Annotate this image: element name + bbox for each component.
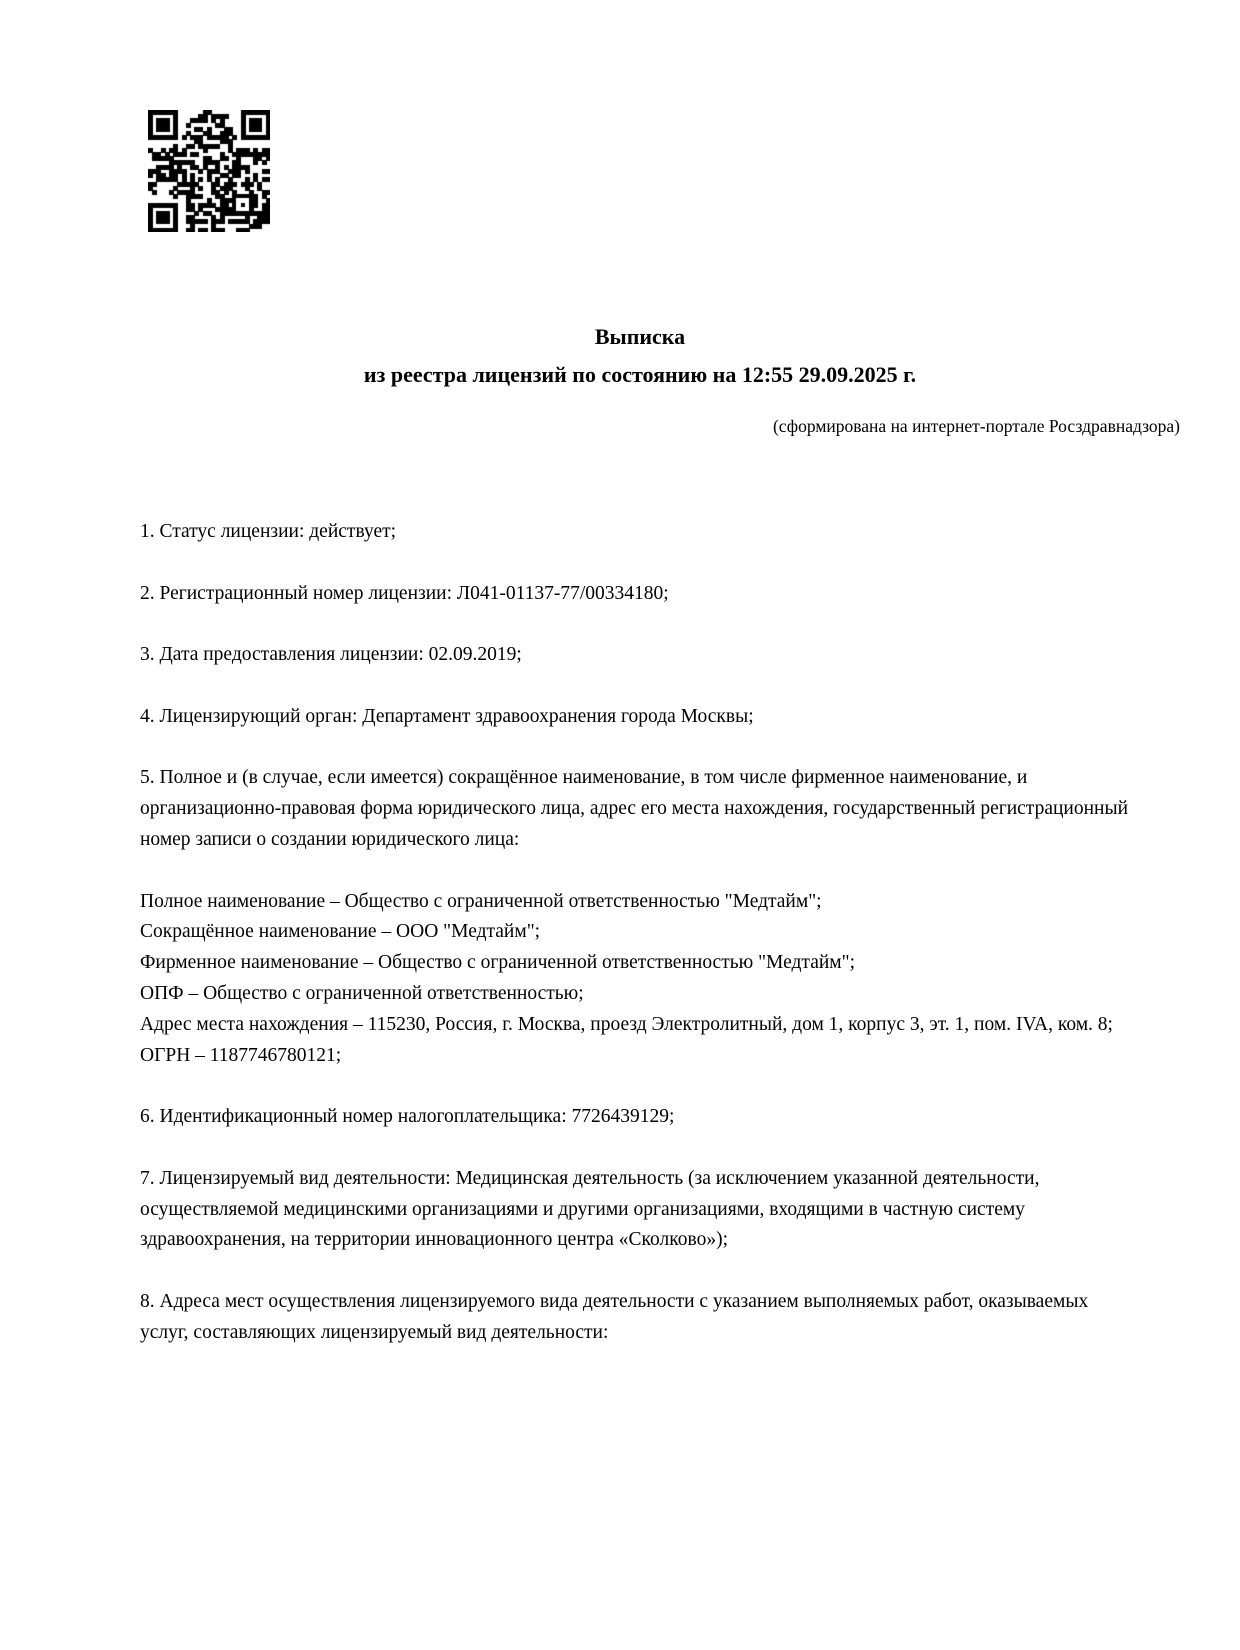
paragraph-line: 6. Идентификационный номер налогоплательщика: 7726439129; — [140, 1106, 675, 1128]
item-3-grant-date — [140, 640, 1140, 671]
paragraph-line: ОПФ – Общество с ограниченной ответственностью; — [140, 982, 584, 1004]
item-1-license-status — [140, 517, 1140, 548]
paragraph-line: Полное наименование – Общество с ограниченной ответственностью "Медтайм"; — [140, 890, 822, 912]
document-title — [140, 318, 1140, 394]
item-8-activity-addresses — [140, 1287, 1140, 1349]
document-subtitle: (сформирована на интернет-портале Росздравнадзора) — [772, 416, 1180, 436]
title-line-1: Выписка — [594, 324, 686, 349]
item-4-licensing-authority — [140, 702, 1140, 733]
document-body — [140, 517, 1140, 1349]
paragraph-line: 1. Статус лицензии: действует; — [140, 521, 397, 542]
paragraph-line: 5. Полное и (в случае, если имеется) сокращённое наименование, в том числе фирменное наименование, и организационно-правовая форма юридического лица, адрес его места нахождения, государственный регистрационный номер записи о создании юридического лица: — [140, 767, 1129, 850]
item-6-taxpayer-number — [140, 1102, 1140, 1133]
legal-entity-details — [140, 887, 1140, 1072]
item-5-legal-entity-intro — [140, 763, 1140, 855]
paragraph-line: 4. Лицензирующий орган: Департамент здравоохранения города Москвы; — [140, 705, 754, 727]
paragraph-line: 7. Лицензируемый вид деятельности: Медицинская деятельность (за исключением указанной деятельности, осуществляемой медицинскими организациями и другими организациями, входящими в частную систему здравоохранения, на территории инновационного центра «Сколково»); — [140, 1167, 1040, 1251]
paragraph-line: Адрес места нахождения – 115230, Россия, г. Москва, проезд Электролитный, дом 1, корпус 3, эт. 1, пом. IVA, ком. 8; — [140, 1013, 1113, 1035]
item-2-registration-number — [140, 579, 1140, 610]
paragraph-line: 2. Регистрационный номер лицензии: Л041-01137-77/00334180; — [140, 582, 669, 604]
paragraph-line: 8. Адреса мест осуществления лицензируемого вида деятельности с указанием выполняемых работ, оказываемых услуг, составляющих лицензируемый вид деятельности: — [140, 1290, 1089, 1343]
item-7-licensed-activity — [140, 1164, 1140, 1256]
title-line-2: из реестра лицензий по состоянию на 12:55 29.09.2025 г. — [363, 362, 917, 387]
paragraph-line: Фирменное наименование – Общество с ограниченной ответственностью "Медтайм"; — [140, 952, 855, 974]
qr-code-icon — [148, 110, 270, 232]
paragraph-line: ОГРН – 1187746780121; — [140, 1044, 342, 1066]
paragraph-line: Сокращённое наименование – ООО "Медтайм"; — [140, 921, 541, 943]
paragraph-line: 3. Дата предоставления лицензии: 02.09.2019; — [140, 644, 522, 666]
